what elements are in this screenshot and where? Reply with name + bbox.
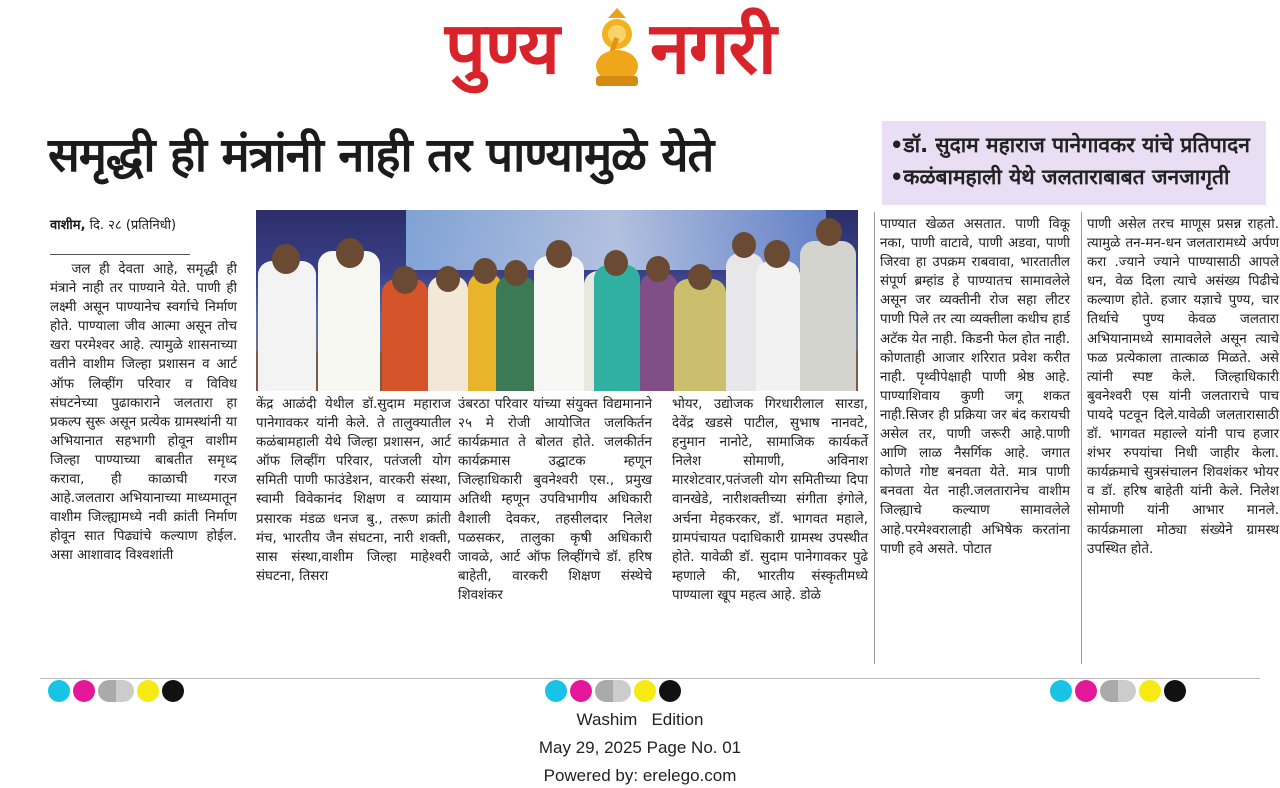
article-column-1: [50, 260, 237, 566]
headline: समृद्धी ही मंत्रांनी नाही तर पाण्यामुळे येते: [48, 128, 714, 183]
powered-by-label: Powered by: erelego.com: [543, 766, 737, 785]
grey-swatch: [595, 680, 631, 702]
article-column-3-text: उंबरठा परिवार यांच्या संयुक्त विद्यमानाने २५ मे रोजी आयोजित जलकिर्तन कार्यक्रमात ते बोलत होते. जलकीर्तन कार्यक्रमास उद्घाटक म्हणून जिल्हाधिकारी बुवनेश्वरी एस., प्रमुख अतिथी म्हणून उपविभागीय अधिकारी वैशाली देवकर, तहसीलदार निलेश पळसकर, तालुका कृषी अधिकारी जावळे, आर्ट ऑफ लिव्हींगचे डॉ. हरिष बाहेती, वारकरी शिक्षण संस्थेचे शिवशंकर: [458, 397, 652, 603]
photo-head: [646, 256, 670, 282]
photo-person: [258, 261, 316, 391]
photo-head: [688, 264, 712, 290]
color-registration-bar: [1050, 680, 1186, 702]
yellow-swatch: [137, 680, 159, 702]
column-divider: [1081, 212, 1082, 664]
photo-person: [800, 241, 856, 391]
subheadline-1: •डॉ. सुदाम महाराज पानेगावकर यांचे प्रतिपादन: [890, 133, 1250, 157]
dateline-place: वाशीम,: [50, 218, 86, 233]
magenta-swatch: [570, 680, 592, 702]
column-divider: [874, 212, 875, 664]
article-column-2-text: केंद्र आळंदी येथील डॉ.सुदाम महाराज पानेगावकर यांनी केले. ते तालुक्यातील कळंबामहाली येथे जिल्हा प्रशासन, आर्ट ऑफ लिव्हींग परिवार, पतंजली योग समिती पाणी फाउंडेशन, वारकरी संस्था, स्वामी विवेकानंद शिक्षण व व्यायाम प्रसारक मंडळ धनज बु., तरूण क्रांती मंच, भारतीय जैन संघटना, नारी शक्ती, सास संस्था,वाशीम जिल्हा माहेश्वरी संघटना, तिसरा: [256, 397, 451, 584]
photo-person: [640, 273, 678, 391]
magenta-swatch: [73, 680, 95, 702]
article-column-6-text: पाणी असेल तरच माणूस प्रसन्न राहतो. त्यामुळे तन-मन-धन जलतारामध्ये अर्पण करा .ज्याने ज्याने पाण्यासाठी आपले धन, वेळ दिला त्याचे असंख्य पिढीचे कल्याण होते. हजार यज्ञाचे पुण्य, चार तिर्थाचे पुण्य केवळ जलतारा अभियानामध्ये सामावलेले असून त्याचे फळ प्रत्येकाला तात्काळ मिळते. असे त्यांनी स्पष्ट केले. जिल्हाधिकारी बुवनेश्वरी एस यांनी जलताराचे पाच पायदे पटवून दिले.यावेळी जलतारासाठी डॉ. भागवत महाल्ले यांनी पाच हजार शंभर रुपयांचा निधी जाहीर केला. कार्यक्रमाचे सुत्रसंचालन शिवशंकर भोयर व डॉ. हरिष बाहेती यांनी केले. निलेश सोमाणी यांनी आभार मानले. कार्यक्रमाला मोठ्या संख्येने ग्रामस्थ उपस्थित होते.: [1087, 217, 1279, 557]
photo-person: [382, 279, 428, 391]
photo-person: [496, 276, 536, 391]
masthead: [0, 2, 1280, 94]
cyan-swatch: [545, 680, 567, 702]
photo-head: [732, 232, 756, 258]
photo-head: [764, 240, 790, 268]
article-column-2: [256, 395, 451, 586]
masthead-title-right: नगरी: [650, 6, 776, 90]
date-page-label: May 29, 2025 Page No. 01: [538, 738, 742, 757]
color-registration-bar: [545, 680, 681, 702]
photo-person: [594, 265, 640, 391]
photo-person: [318, 251, 380, 391]
edition-label: Washim Edition: [576, 710, 704, 729]
article-column-5: [880, 215, 1070, 559]
black-swatch: [659, 680, 681, 702]
article-column-4: [672, 395, 868, 605]
black-swatch: [162, 680, 184, 702]
photo-person: [674, 279, 726, 391]
grey-swatch: [98, 680, 134, 702]
photo-head: [392, 266, 418, 294]
subheadline-box: [882, 121, 1266, 205]
ganesha-logo-icon: [588, 4, 646, 90]
photo-head: [816, 218, 842, 246]
article-column-4-text: भोयर, उद्योजक गिरधारीलाल सारडा, देवेंद्र खडसे पाटील, सुभाष नानवटे, हनुमान नानोटे, सामाजिक कार्यकर्ते निलेश सोमाणी, अविनाश मारशेटवार,पतंजली योग समितीच्या दिपा वानखेडे, नारीशक्तीच्या संगीता इंगोले, अर्चना मेहकरकर, डॉ. भागवत महाले, ग्रामपंचायत पदाधिकारी ग्रामस्थ उपस्थीत होते. यावेळी डॉ. सुदाम पानेगावकर पुढे म्हणाले की, भारतीय संस्कृतीमध्ये पाण्याला खूप महत्व आहे. डोळे: [672, 397, 868, 603]
cyan-swatch: [48, 680, 70, 702]
subheadline-2: •कळंबामहाली येथे जलताराबाबत जनजागृती: [890, 165, 1230, 189]
color-registration-bar: [48, 680, 184, 702]
photo-head: [336, 238, 364, 268]
magenta-swatch: [1075, 680, 1097, 702]
cyan-swatch: [1050, 680, 1072, 702]
dateline: [50, 217, 176, 235]
page-rule: [40, 678, 1260, 679]
photo-person: [428, 276, 468, 391]
photo-head: [604, 250, 628, 276]
photo-person: [534, 256, 584, 391]
photo-head: [436, 266, 460, 292]
article-column-1-text: जल ही देवता आहे, समृद्धी ही मंत्राने नाही तर पाण्याने येते. पाणी ही लक्ष्मी असून पाण्यानेच स्वर्गाचे निर्माण होते. पाण्याला जीव आत्मा असून तोच खरा परमेश्वर आहे. त्यामुळे शासनाच्या वतीने वाशीम जिल्हा प्रशासन व आर्ट ऑफ लिव्हींग परिवार व विविध संघटनेच्या पुढाकाराने जलतारा हा प्रकल्प सुरू असून प्रत्येक ग्रामस्थांनी या अभियानात सहभागी होवून वाशीम जिल्हा पाण्याच्या बाबतीत समृध्द करावा, ही काळाची गरज आहे.जलतारा अभियानाच्या माध्यमातून वाशीम जिल्ह्यामध्ये नवी क्रांती निर्माण होवून सात पिढ्यांचे कल्याण होईल. असा आशावाद विश्वशांती: [50, 262, 237, 564]
grey-swatch: [1100, 680, 1136, 702]
photo-head: [504, 260, 528, 286]
black-swatch: [1164, 680, 1186, 702]
photo-head: [272, 244, 300, 274]
article-column-5-text: पाण्यात खेळत असतात. पाणी विकू नका, पाणी वाटावे, पाणी अडवा, पाणी जिरवा हा उपक्रम राबवावा, भारतातील संपूर्ण ब्रम्हांड हे पाण्यातच सामावलेले असून जर व्यक्तीनी रोज सहा लीटर पाणी पिले तर त्या व्यक्तीला कधीच हार्ड अटॅक येत नाही. किडनी फेल होत नाही. कोणताही आजार शरिरात प्रवेश करीत नाही. पृथ्वीपेक्षाही पाणी श्रेष्ठ आहे. पाण्याशिवाय कुणी जगू शकत नाही.सिजर ही प्रक्रिया जर बंद करायची असेल तर, पाणी जरूरी आहे.पाणी आणि लाळ नैसर्गिक आहे. जगात कोणते गोष्ट बनवता येते. मात्र पाणी बनवता येत नाही.जलतारानेच वाशीम जिल्ह्याचे कल्याण सामावलेले आहे.परमेश्वरालाही अभिषेक करतांना पाणी हवे असते. पोटात: [880, 217, 1070, 557]
dateline-divider: [50, 254, 190, 255]
dateline-rest: दि. २८ (प्रतिनिधी): [85, 218, 177, 233]
photo-person: [756, 261, 800, 391]
yellow-swatch: [1139, 680, 1161, 702]
article-column-6: [1087, 215, 1279, 559]
masthead-title-left: पुण्य: [445, 6, 559, 90]
photo-head: [546, 240, 572, 268]
article-column-3: [458, 395, 652, 605]
group-photo-image: [256, 210, 858, 391]
yellow-swatch: [634, 680, 656, 702]
photo-head: [473, 258, 497, 284]
